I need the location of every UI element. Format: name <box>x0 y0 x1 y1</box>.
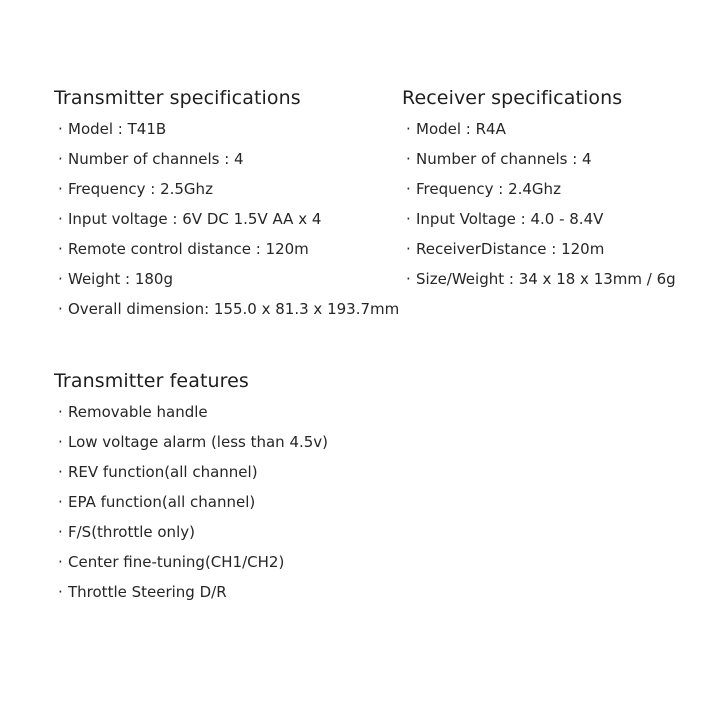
feature-item <box>54 397 328 427</box>
bullet: · <box>58 553 63 571</box>
spec-text: Size/Weight : 34 x 18 x 13mm / 6g <box>416 270 676 288</box>
spec-item <box>402 204 676 234</box>
transmitter-specifications-title: Transmitter specifications <box>54 87 301 109</box>
bullet: · <box>406 150 411 168</box>
feature-text: Throttle Steering D/R <box>68 583 227 601</box>
bullet: · <box>58 493 63 511</box>
spec-text: Remote control distance : 120m <box>68 240 309 258</box>
bullet: · <box>58 270 63 288</box>
spec-text: Frequency : 2.5Ghz <box>68 180 213 198</box>
spec-item <box>54 144 399 174</box>
bullet: · <box>58 120 63 138</box>
spec-text: Frequency : 2.4Ghz <box>416 180 561 198</box>
feature-text: F/S(throttle only) <box>68 523 195 541</box>
feature-text: Center fine-tuning(CH1/CH2) <box>68 553 285 571</box>
feature-item <box>54 547 328 577</box>
bullet: · <box>58 463 63 481</box>
spec-item <box>402 174 676 204</box>
spec-item <box>54 174 399 204</box>
transmitter-features-title: Transmitter features <box>54 370 249 392</box>
receiver-specifications-section <box>402 86 676 294</box>
transmitter-features-section <box>54 369 328 607</box>
bullet: · <box>58 210 63 228</box>
bullet: · <box>58 240 63 258</box>
bullet: · <box>58 433 63 451</box>
spec-text: Weight : 180g <box>68 270 173 288</box>
spec-text: Overall dimension: 155.0 x 81.3 x 193.7mm <box>68 300 400 318</box>
spec-text: Model : T41B <box>68 120 167 138</box>
bullet: · <box>406 240 411 258</box>
bullet: · <box>58 523 63 541</box>
feature-text: Low voltage alarm (less than 4.5v) <box>68 433 329 451</box>
feature-item <box>54 577 328 607</box>
feature-item <box>54 487 328 517</box>
spec-item <box>54 264 399 294</box>
receiver-specifications-title: Receiver specifications <box>402 87 623 109</box>
feature-item <box>54 457 328 487</box>
feature-text: REV function(all channel) <box>68 463 258 481</box>
spec-item <box>402 264 676 294</box>
feature-text: Removable handle <box>68 403 208 421</box>
bullet: · <box>58 300 63 318</box>
transmitter-specifications-list <box>54 114 399 324</box>
spec-item <box>402 114 676 144</box>
spec-item <box>54 204 399 234</box>
spec-text: Model : R4A <box>416 120 506 138</box>
bullet: · <box>58 403 63 421</box>
spec-text: Input Voltage : 4.0 - 8.4V <box>416 210 604 228</box>
spec-item <box>54 294 399 324</box>
bullet: · <box>406 270 411 288</box>
spec-item <box>402 144 676 174</box>
spec-item <box>54 234 399 264</box>
bullet: · <box>58 583 63 601</box>
spec-text: Number of channels : 4 <box>68 150 244 168</box>
bullet: · <box>406 120 411 138</box>
spec-item <box>54 114 399 144</box>
bullet: · <box>58 180 63 198</box>
spec-text: ReceiverDistance : 120m <box>416 240 605 258</box>
feature-item <box>54 517 328 547</box>
spec-text: Number of channels : 4 <box>416 150 592 168</box>
bullet: · <box>406 180 411 198</box>
receiver-specifications-list <box>402 114 676 294</box>
spec-item <box>402 234 676 264</box>
spec-text: Input voltage : 6V DC 1.5V AA x 4 <box>68 210 322 228</box>
feature-text: EPA function(all channel) <box>68 493 256 511</box>
feature-item <box>54 427 328 457</box>
bullet: · <box>58 150 63 168</box>
transmitter-features-list <box>54 397 328 607</box>
bullet: · <box>406 210 411 228</box>
transmitter-specifications-section <box>54 86 399 324</box>
